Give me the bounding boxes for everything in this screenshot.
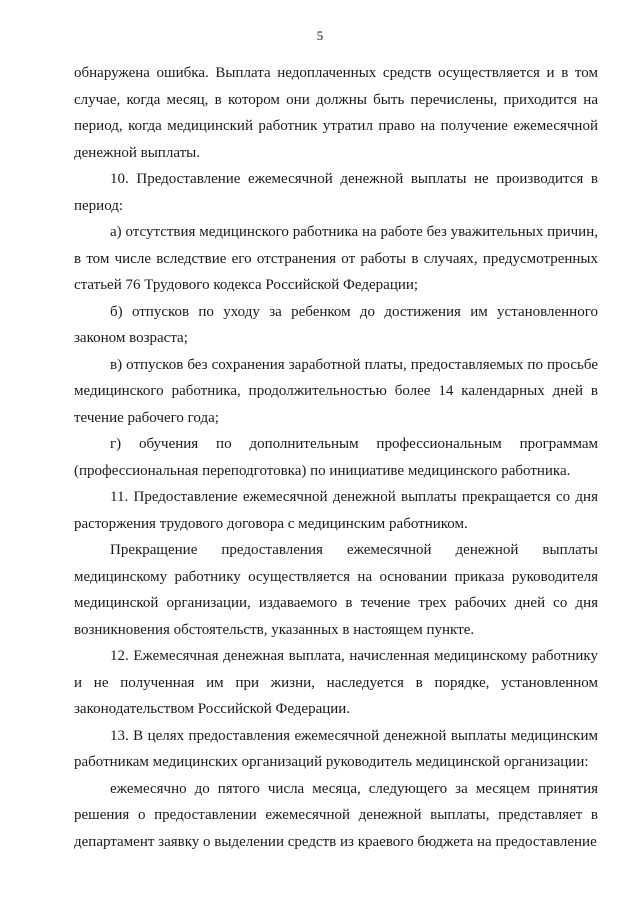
- paragraph-subitem-v: в) отпусков без сохранения заработной платы, предоставляемых по просьбе медицинского работника, продолжительностью более 14 календарных дней в течение рабочего года;: [74, 356, 598, 426]
- paragraph-continuation: обнаружена ошибка. Выплата недоплаченных средств осуществляется и в том случае, когда месяц, в котором они должны быть перечислены, приходится на период, когда медицинский работник утратил право на получение ежемесячной денежной выплаты.: [74, 65, 598, 161]
- paragraph-item-10: 10. Предоставление ежемесячной денежной выплаты не производится в период:: [74, 171, 598, 214]
- paragraph-item-13: 13. В целях предоставления ежемесячной денежной выплаты медицинским работникам медицинских организаций руководитель медицинской организации:: [74, 727, 598, 770]
- paragraph-subitem-b: б) отпусков по уходу за ребенком до достижения им установленного законом возраста;: [74, 303, 598, 346]
- paragraph-item-12: 12. Ежемесячная денежная выплата, начисленная медицинскому работнику и не полученная им при жизни, наследуется в порядке, установленном законодательством Российской Федерации.: [74, 648, 598, 717]
- paragraph-item-11: 11. Предоставление ежемесячной денежной выплаты прекращается со дня расторжения трудового договора с медицинским работником.: [74, 489, 598, 532]
- paragraph-termination: Прекращение предоставления ежемесячной денежной выплаты медицинскому работнику осуществляется на основании приказа руководителя медицинской организации, издаваемого в течение трех рабочих дней со дня возникновения обстоятельств, указанных в настоящем пункте.: [74, 542, 598, 638]
- document-body: [74, 60, 598, 855]
- paragraph-subitem-g: г) обучения по дополнительным профессиональным программам (профессиональная переподготовка) по инициативе медицинского работника.: [74, 436, 598, 479]
- paragraph-item-13-detail: ежемесячно до пятого числа месяца, следующего за месяцем принятия решения о предоставлении ежемесячной денежной выплаты, представляет в департамент заявку о выделении средств из краевого бюджета на предоставление: [74, 780, 598, 850]
- page-number: 5: [316, 28, 324, 43]
- paragraph-subitem-a: а) отсутствия медицинского работника на работе без уважительных причин, в том числе вследствие его отстранения от работы в случаях, предусмотренных статьей 76 Трудового кодекса Российской Федерации;: [74, 224, 598, 293]
